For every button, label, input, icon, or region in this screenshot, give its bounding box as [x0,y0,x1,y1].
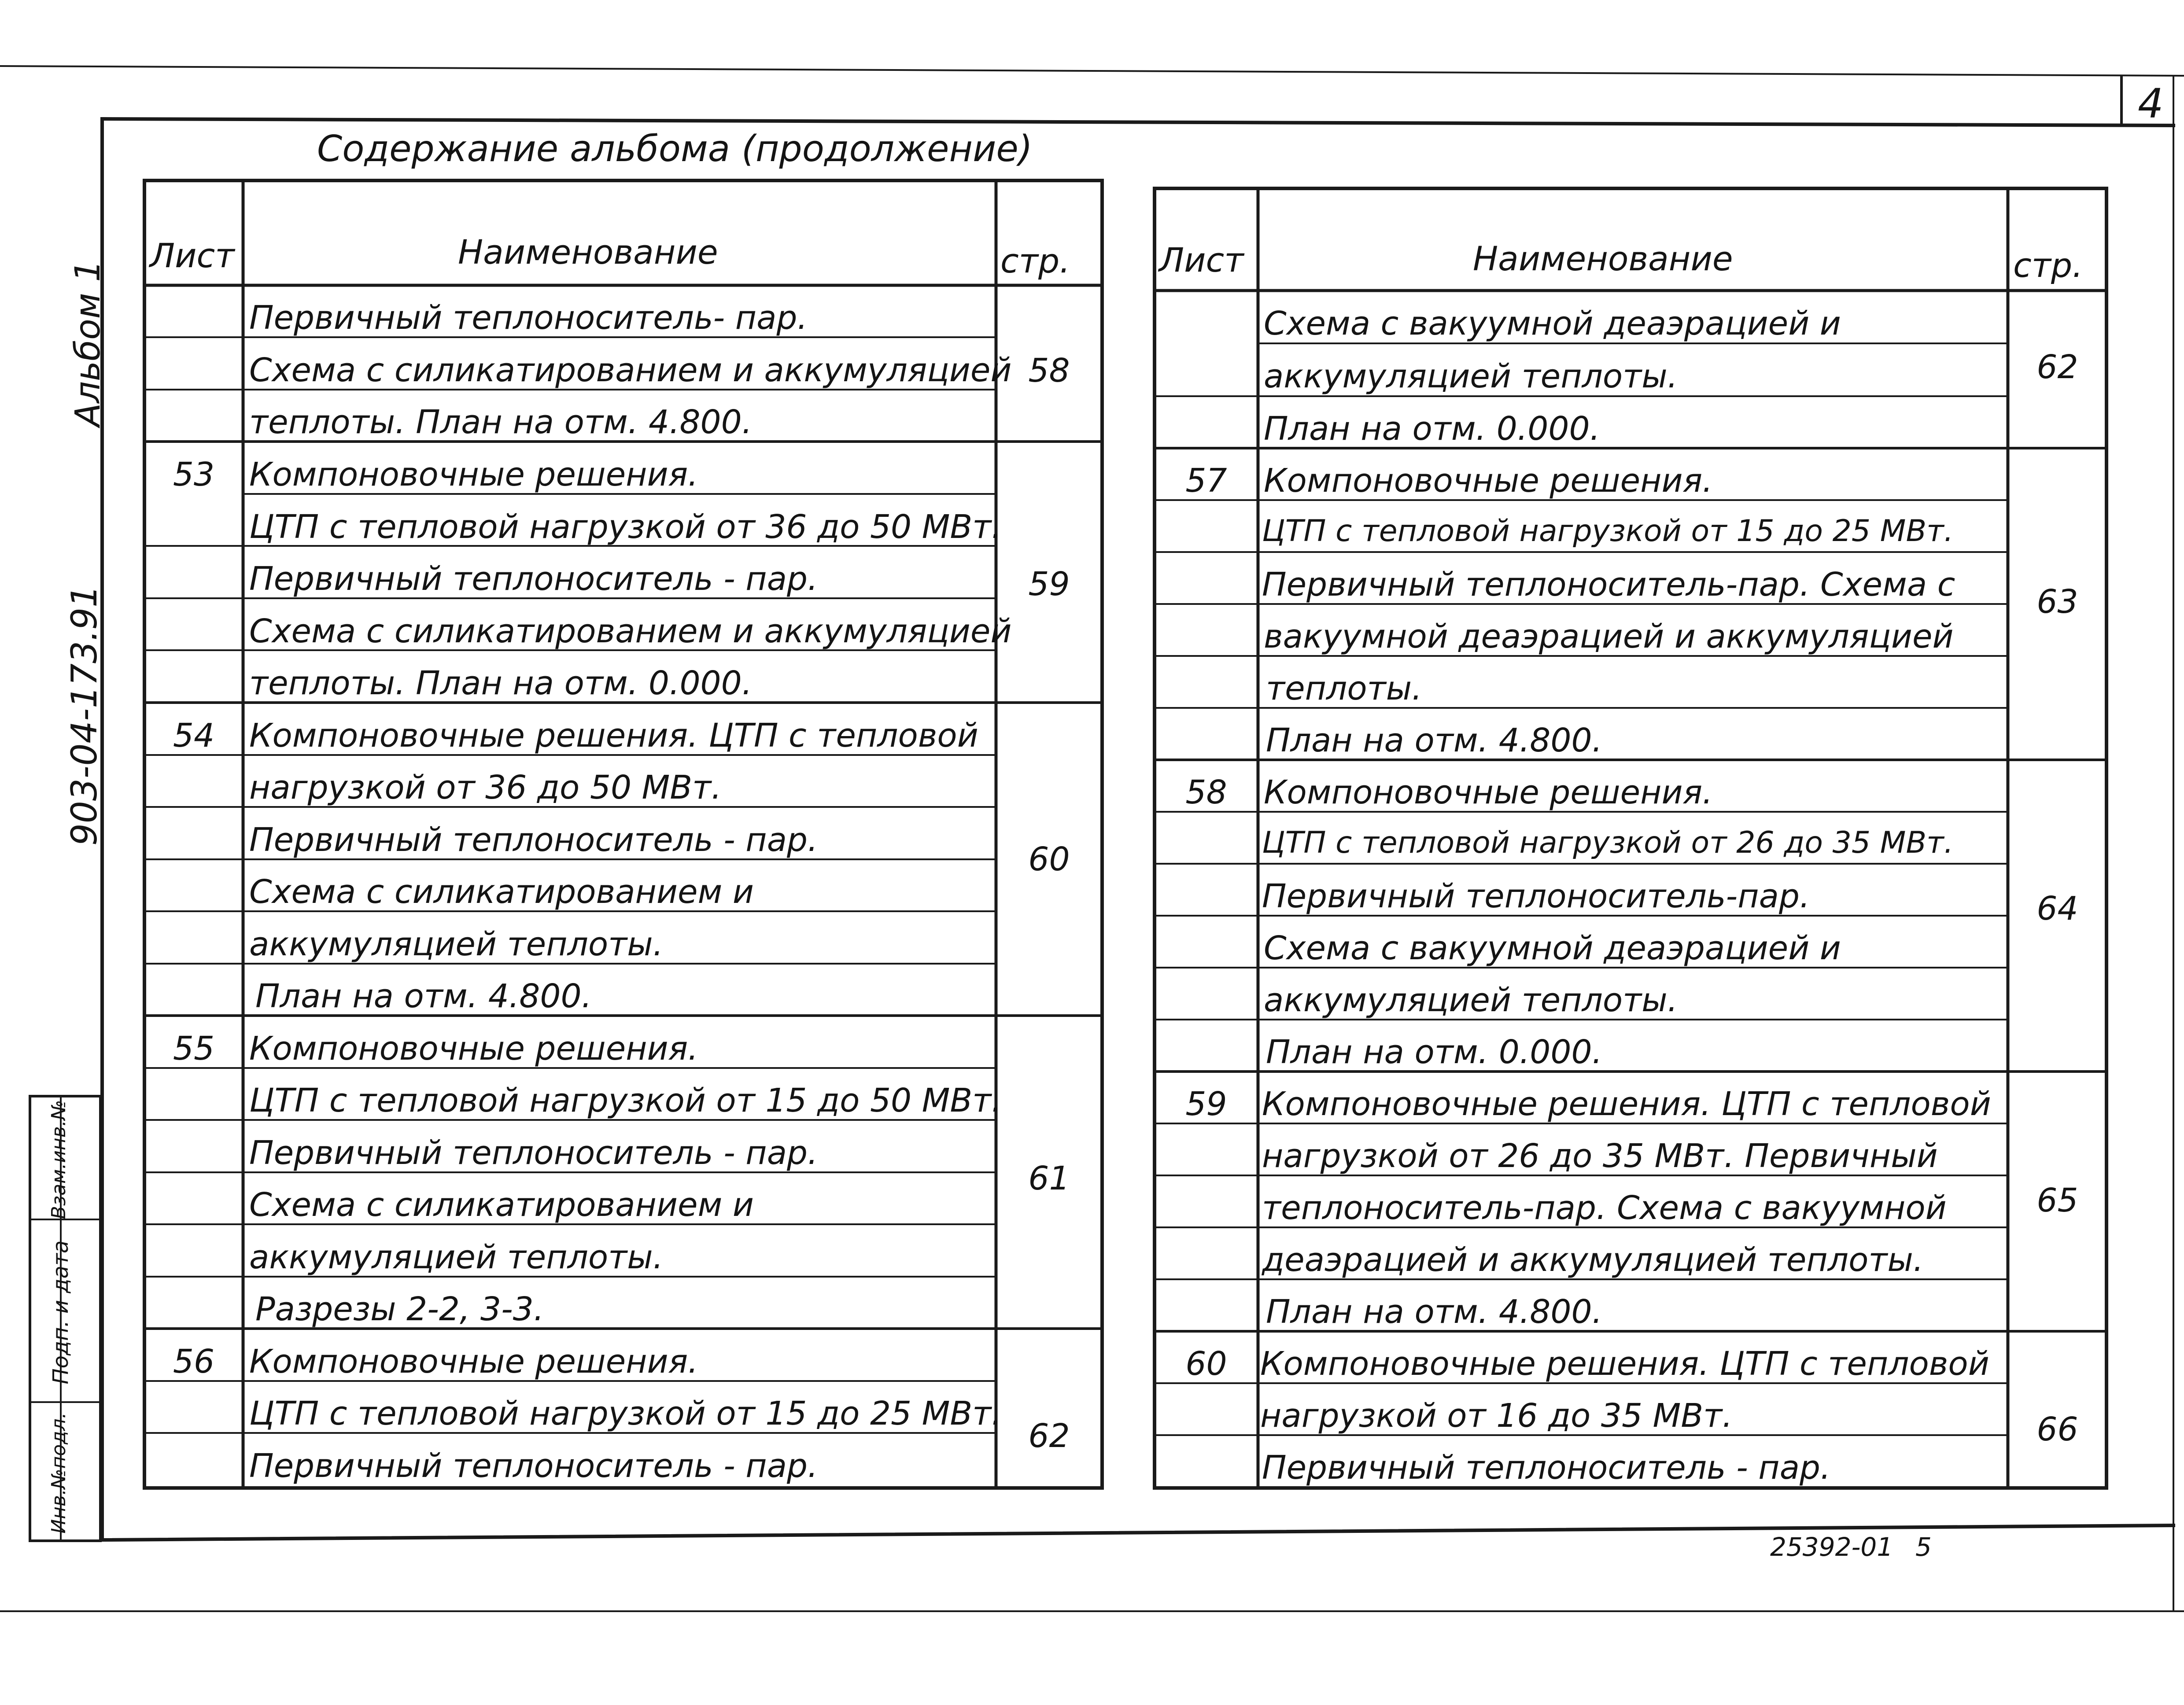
left-row-text: Разрезы 2-2, 3-3. [255,1290,544,1328]
right-row-text: Первичный теплоноситель-пар. [1262,877,1810,915]
left-row-text: Первичный теплоноситель - пар. [249,821,818,859]
left-row-text: Схема с силикатированием и аккумуляцией [249,612,1012,650]
left-row-text: Компоновочные решения. [249,1030,698,1068]
left-row-sheet: 53 [173,456,215,493]
right-row-text: Первичный теплоноситель - пар. [1262,1449,1831,1487]
left-row-text: аккумуляцией теплоты. [249,1238,664,1276]
left-row-text: Первичный теплоноситель - пар. [249,560,818,598]
right-row-text: План на отм. 4.800. [1266,722,1603,759]
right-row-text: Компоновочные решения. [1264,462,1713,500]
right-row-text: Компоновочные решения. [1264,773,1713,811]
left-row-text: Первичный теплоноситель - пар. [249,1447,818,1485]
right-row-text: Первичный теплоноситель-пар. Схема с [1262,566,1955,604]
left-row-sheet: 55 [173,1030,215,1068]
right-row-text: Схема с вакуумной деаэрацией и [1264,305,1841,342]
left-row-text: ЦТП с тепловой нагрузкой от 36 до 50 МВт. [249,508,1002,546]
stamp-replace-label: Взам.инв.№ [48,1100,70,1219]
right-row-text: ЦТП с тепловой нагрузкой от 15 до 25 МВт. [1262,514,1954,549]
right-row-text: План на отм. 0.000. [1264,410,1601,448]
right-row-text: нагрузкой от 26 до 35 МВт. Первичный [1262,1137,1938,1175]
right-page-number: 62 [2036,348,2078,386]
stamp-inv-label: Инв.№подл. [48,1412,70,1534]
left-page-number: 60 [1028,840,1070,878]
right-row-text: аккумуляцией теплоты. [1264,981,1678,1019]
album-label: Альбом 1 [68,260,108,427]
stamp-sign-date-label: Подп. и дата [48,1240,73,1385]
right-row-text: вакуумной деаэрацией и аккумуляцией [1264,618,1954,655]
left-row-text: ЦТП с тепловой нагрузкой от 15 до 50 МВт. [249,1082,1002,1119]
right-header-sheet: Лист [1159,240,1244,280]
left-row-text: ЦТП с тепловой нагрузкой от 15 до 25 МВт. [249,1395,1002,1432]
right-row-text: Компоновочные решения. ЦТП с тепловой [1260,1345,1989,1383]
right-page-number: 65 [2036,1182,2078,1219]
left-header-sheet: Лист [150,236,235,275]
right-row-text: Схема с вакуумной деаэрацией и [1264,929,1841,967]
left-row-text: Компоновочные решения. [249,456,698,493]
left-header-page: стр. [1000,241,1070,280]
right-header-page: стр. [2013,246,2083,285]
right-row-text: деаэрацией и аккумуляцией теплоты. [1262,1241,1924,1279]
left-row-text: План на отм. 4.800. [255,977,592,1015]
right-row-text: нагрузкой от 16 до 35 МВт. [1260,1397,1733,1435]
page-title: Содержание альбома (продолжение) [317,128,1033,170]
right-row-sheet: 58 [1185,773,1227,811]
right-header-name: Наименование [1473,239,1733,278]
left-row-text: аккумуляцией теплоты. [249,925,664,963]
footer-page: 5 [1915,1532,1932,1562]
left-row-text: Первичный теплоноситель- пар. [249,299,808,337]
right-row-sheet: 57 [1185,462,1227,500]
left-row-text: Схема с силикатированием и [249,873,754,911]
left-row-text: Компоновочные решения. ЦТП с тепловой [249,717,978,755]
left-page-number: 59 [1028,565,1070,603]
right-page-number: 64 [2036,890,2078,928]
footer-code: 25392-01 [1770,1532,1893,1562]
right-row-sheet: 60 [1185,1345,1227,1383]
right-row-text: План на отм. 0.000. [1266,1033,1603,1071]
left-page-number: 62 [1028,1417,1070,1455]
left-page-number: 61 [1028,1160,1070,1197]
left-row-text: Первичный теплоноситель - пар. [249,1134,818,1172]
left-row-text: Схема с силикатированием и [249,1186,754,1224]
left-row-text: нагрузкой от 36 до 50 МВт. [249,769,722,806]
sheet-number: 4 [2138,80,2164,127]
left-row-sheet: 56 [173,1343,215,1381]
right-row-sheet: 59 [1185,1085,1227,1123]
right-row-text: План на отм. 4.800. [1266,1293,1603,1331]
right-row-text: теплоноситель-пар. Схема с вакуумной [1262,1189,1947,1227]
right-page-number: 63 [2036,583,2078,621]
right-row-text: ЦТП с тепловой нагрузкой от 26 до 35 МВт. [1262,825,1954,860]
left-header-name: Наименование [458,232,718,272]
left-row-sheet: 54 [173,717,215,755]
left-page-number: 58 [1028,352,1070,390]
left-row-text: Схема с силикатированием и аккумуляцией [249,351,1012,389]
left-row-text: теплоты. План на отм. 0.000. [249,664,753,702]
right-page-number: 66 [2036,1410,2078,1448]
right-row-text: теплоты. [1266,670,1422,707]
right-row-text: Компоновочные решения. ЦТП с тепловой [1262,1085,1991,1123]
left-row-text: теплоты. План на отм. 4.800. [249,403,753,441]
right-row-text: аккумуляцией теплоты. [1264,357,1678,395]
project-code-label: 903-04-173.91 [64,585,105,846]
left-row-text: Компоновочные решения. [249,1343,698,1381]
